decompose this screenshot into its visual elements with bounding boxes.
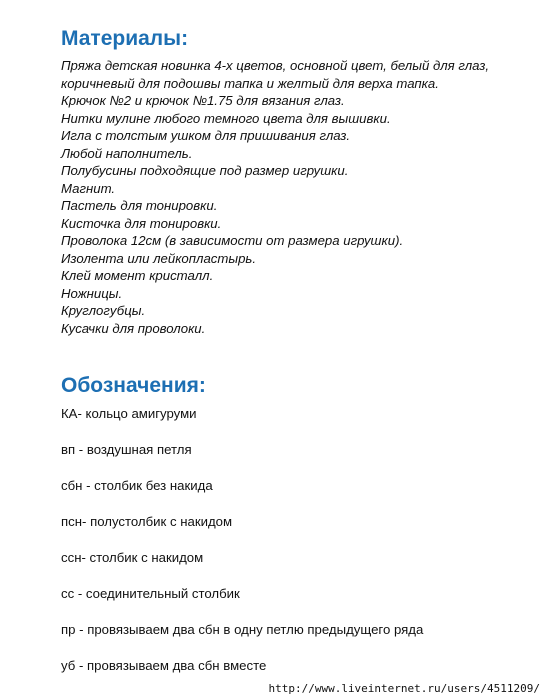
materials-item: Полубусины подходящие под размер игрушки. xyxy=(61,163,349,178)
materials-item: Магнит. xyxy=(61,180,116,196)
materials-item: Клей момент кристалл. xyxy=(61,268,214,283)
legend-item: псн- полустолбик с накидом xyxy=(61,514,233,529)
legend-item: уб - провязываем два сбн вместе xyxy=(61,658,267,673)
legend-item: сбн - столбик без накида xyxy=(61,478,213,493)
materials-item: Ножницы. xyxy=(61,285,123,301)
materials-item: Пряжа детская новинка 4-х цветов, основной цвет, белый для глаз, xyxy=(61,58,490,73)
materials-item: Круглогубцы. xyxy=(61,303,146,318)
legend-list xyxy=(61,405,531,693)
legend-item: ссн- столбик с накидом xyxy=(61,550,204,565)
materials-item: Изолента или лейкопластырь. xyxy=(61,250,257,266)
materials-item: Крючок №2 и крючок №1.75 для вязания глаз. xyxy=(61,93,345,108)
materials-heading: Материалы: xyxy=(61,27,189,50)
materials-item: Нитки мулине любого темного цвета для вышивки. xyxy=(61,110,391,126)
materials-item: Игла с толстым ушком для пришивания глаз. xyxy=(61,128,351,143)
materials-item: Пастель для тонировки. xyxy=(61,198,218,213)
legend-item: вп - воздушная петля xyxy=(61,442,192,457)
materials-item: Кусачки для проволоки. xyxy=(61,320,206,336)
materials-item: коричневый для подошвы тапка и желтый для верха тапка. xyxy=(61,75,439,91)
legend-heading: Обозначения: xyxy=(61,374,206,397)
legend-item: КА- кольцо амигуруми xyxy=(61,406,197,421)
legend-item: пр - провязываем два сбн в одну петлю предыдущего ряда xyxy=(61,622,424,637)
materials-list xyxy=(61,57,531,337)
materials-item: Кисточка для тонировки. xyxy=(61,215,222,231)
source-url-watermark: http://www.liveinternet.ru/users/4511209/ xyxy=(268,682,540,695)
legend-item: сс - соединительный столбик xyxy=(61,586,240,601)
materials-item: Проволока 12см (в зависимости от размера игрушки). xyxy=(61,233,404,248)
materials-item: Любой наполнитель. xyxy=(61,145,193,161)
